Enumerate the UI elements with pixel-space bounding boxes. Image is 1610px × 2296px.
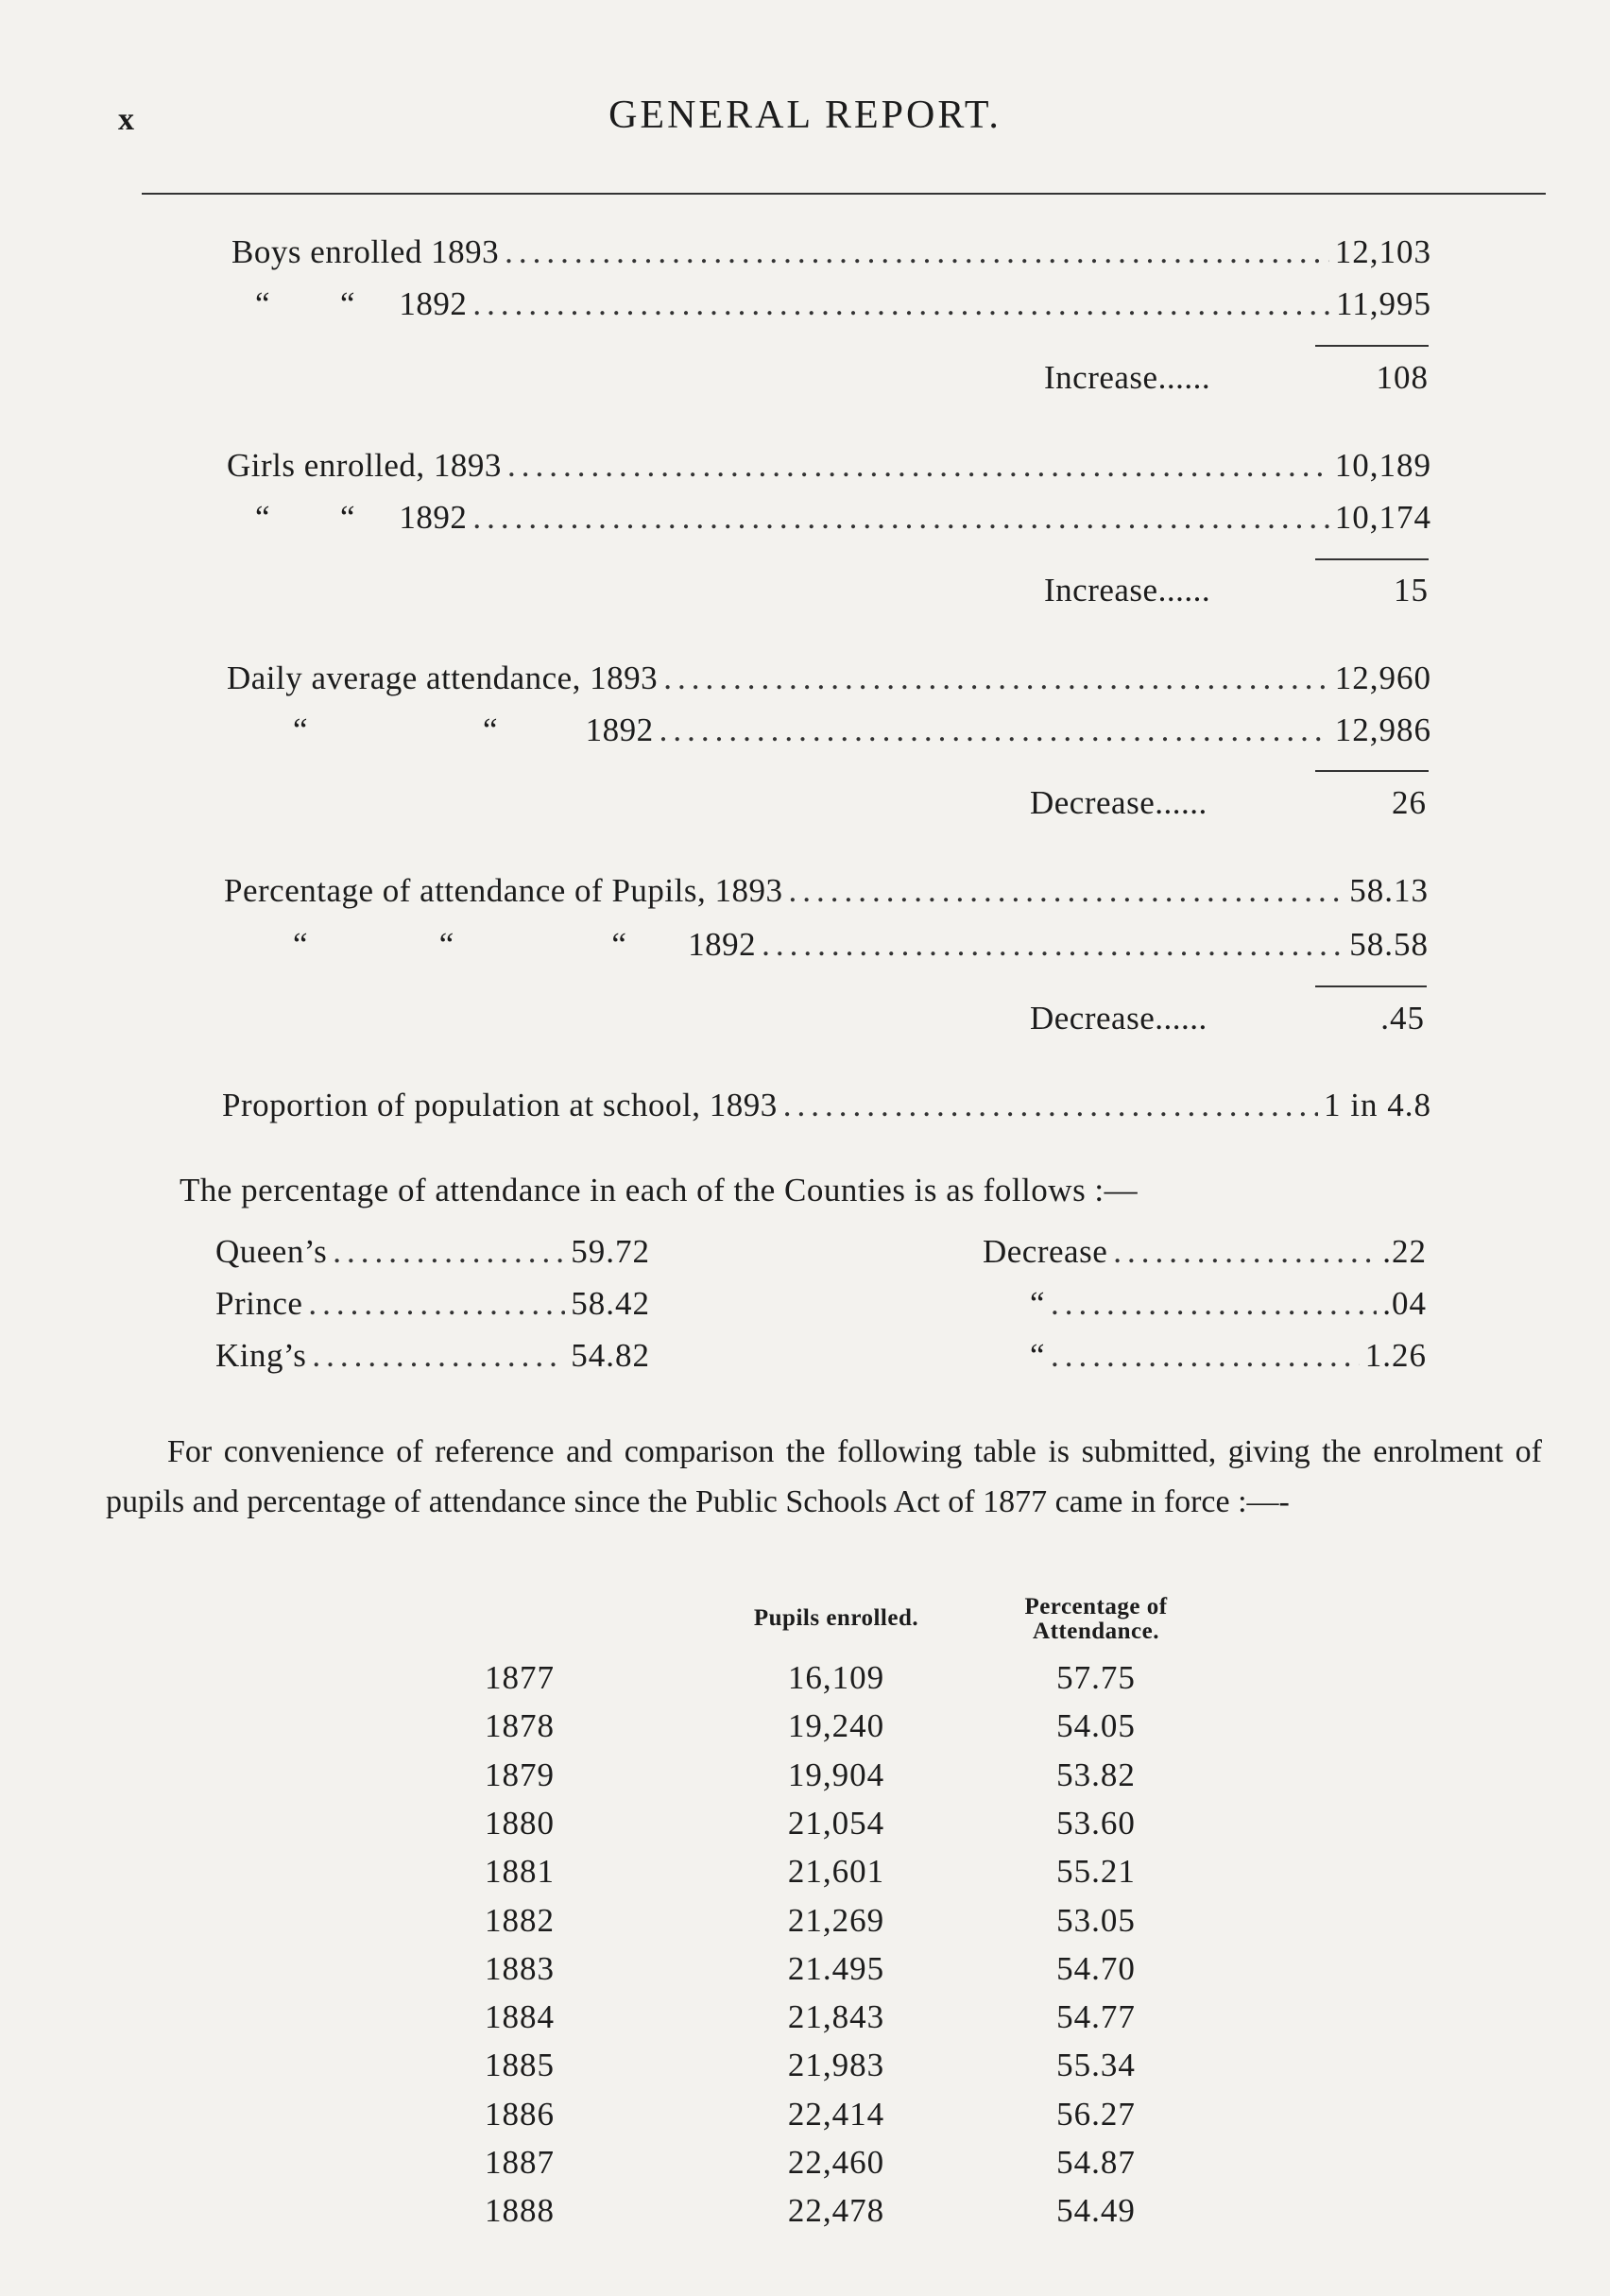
year-cell: 1880 bbox=[485, 1804, 555, 1842]
county-name: King’s bbox=[215, 1337, 307, 1374]
leader-dots bbox=[1051, 1285, 1377, 1323]
leader-dots bbox=[507, 447, 1329, 485]
header-pupils-enrolled: Pupils enrolled. bbox=[753, 1605, 919, 1631]
leader-dots bbox=[333, 1233, 565, 1271]
change-label: Decrease bbox=[983, 1233, 1108, 1270]
year-cell: 1884 bbox=[485, 1998, 555, 2036]
row-label: Percentage of attendance of Pupils, 1893 bbox=[224, 872, 783, 909]
intro-paragraph: For convenience of reference and comparison the following table is submitted, giving the enrolment of pupils and percentage of attendance since the Public Schools Act of 1877 came in force :—- bbox=[106, 1434, 1542, 1519]
row-value: 12,986 bbox=[1334, 711, 1431, 748]
row-label: Boys enrolled 1893 bbox=[231, 233, 500, 270]
year-cell: 1877 bbox=[485, 1659, 555, 1696]
leader-dots bbox=[788, 872, 1344, 910]
percentage-cell: 53.05 bbox=[1056, 1901, 1136, 1939]
row-value: 10,189 bbox=[1334, 447, 1431, 484]
year-cell: 1888 bbox=[485, 2192, 555, 2230]
year-cell: 1879 bbox=[485, 1756, 555, 1793]
row-value: 12,103 bbox=[1334, 233, 1431, 270]
row-value: 12,960 bbox=[1334, 660, 1431, 696]
leader-dots bbox=[663, 660, 1329, 697]
enrolled-cell: 21,983 bbox=[787, 2047, 885, 2084]
girls-1892-row bbox=[255, 499, 1431, 537]
row-value: 26 bbox=[1392, 784, 1427, 821]
county-pct: 58.42 bbox=[571, 1285, 650, 1322]
row-label: “ “ 1892 bbox=[255, 285, 468, 322]
enrolled-cell: 22,460 bbox=[787, 2144, 885, 2181]
county-change-row bbox=[983, 1233, 1427, 1271]
girls-1893-row bbox=[227, 447, 1431, 485]
percentage-cell: 53.82 bbox=[1056, 1756, 1136, 1793]
table-row bbox=[0, 1659, 1610, 1707]
boys-increase-row bbox=[1044, 359, 1429, 397]
leader-dots bbox=[659, 711, 1329, 749]
table-row bbox=[0, 1756, 1610, 1805]
table-row bbox=[0, 2144, 1610, 2192]
proportion-row bbox=[222, 1087, 1431, 1124]
county-pct: 54.82 bbox=[571, 1337, 650, 1374]
enrolled-cell: 21,054 bbox=[787, 1804, 885, 1842]
year-cell: 1881 bbox=[485, 1853, 555, 1891]
enrolled-cell: 19,904 bbox=[787, 1756, 885, 1793]
year-cell: 1885 bbox=[485, 2047, 555, 2084]
county-row bbox=[215, 1337, 650, 1375]
row-value: 10,174 bbox=[1334, 499, 1431, 536]
county-pct: 59.72 bbox=[571, 1233, 650, 1270]
table-row bbox=[0, 1707, 1610, 1756]
leader-dots bbox=[472, 499, 1328, 537]
header-rule bbox=[142, 193, 1546, 195]
leader-dots bbox=[1113, 1233, 1377, 1271]
percentage-cell: 54.70 bbox=[1056, 1949, 1136, 1987]
year-cell: 1883 bbox=[485, 1949, 555, 1987]
percentage-decrease-row bbox=[1030, 1000, 1425, 1037]
boys-1892-row bbox=[255, 285, 1431, 323]
table-row bbox=[0, 1805, 1610, 1853]
row-label: Increase...... bbox=[1044, 572, 1211, 608]
table-row bbox=[0, 1853, 1610, 1901]
enrolled-cell: 16,109 bbox=[787, 1659, 885, 1696]
table-row bbox=[0, 2192, 1610, 2240]
enrolled-cell: 22,478 bbox=[787, 2192, 885, 2230]
percentage-cell: 54.49 bbox=[1056, 2192, 1136, 2230]
page-number: x bbox=[118, 102, 135, 137]
year-cell: 1882 bbox=[485, 1901, 555, 1939]
page-title: GENERAL REPORT. bbox=[608, 94, 1002, 137]
daily-decrease-row bbox=[1030, 784, 1427, 822]
percentage-cell: 55.34 bbox=[1056, 2047, 1136, 2084]
enrolled-cell: 21,601 bbox=[787, 1853, 885, 1891]
table-row bbox=[0, 1950, 1610, 1998]
sum-rule bbox=[1315, 770, 1429, 772]
table-row bbox=[0, 2047, 1610, 2095]
boys-1893-row bbox=[231, 233, 1431, 271]
enrolled-cell: 21,843 bbox=[787, 1998, 885, 2036]
row-label: Decrease...... bbox=[1030, 784, 1208, 821]
county-row bbox=[215, 1285, 650, 1323]
row-label: Daily average attendance, 1893 bbox=[227, 660, 659, 696]
row-label: Decrease...... bbox=[1030, 1000, 1208, 1037]
percentage-1893-row bbox=[224, 872, 1429, 910]
leader-dots bbox=[505, 233, 1329, 271]
percentage-cell: 56.27 bbox=[1056, 2095, 1136, 2133]
county-name: Queen’s bbox=[215, 1233, 328, 1270]
percentage-cell: 54.87 bbox=[1056, 2144, 1136, 2181]
percentage-cell: 53.60 bbox=[1056, 1804, 1136, 1842]
enrolled-cell: 22,414 bbox=[787, 2095, 885, 2133]
leader-dots bbox=[783, 1087, 1318, 1124]
percentage-cell: 54.77 bbox=[1056, 1998, 1136, 2036]
change-label: “ bbox=[1030, 1337, 1046, 1374]
enrolled-cell: 21.495 bbox=[787, 1949, 885, 1987]
daily-1892-row bbox=[293, 711, 1431, 749]
row-label: “ “ “ 1892 bbox=[293, 926, 757, 963]
row-value: 58.13 bbox=[1349, 872, 1429, 909]
counties-intro: The percentage of attendance in each of the Counties is as follows :— bbox=[180, 1172, 1139, 1208]
row-label: “ “ 1892 bbox=[293, 711, 654, 748]
leader-dots bbox=[1051, 1337, 1360, 1375]
sum-rule bbox=[1315, 558, 1429, 560]
change-value: .04 bbox=[1382, 1285, 1427, 1322]
daily-1893-row bbox=[227, 660, 1431, 697]
county-change-row bbox=[1030, 1285, 1427, 1323]
leader-dots bbox=[312, 1337, 565, 1375]
girls-increase-row bbox=[1044, 572, 1429, 609]
percentage-cell: 57.75 bbox=[1056, 1659, 1136, 1696]
table-row bbox=[0, 1998, 1610, 2047]
change-value: 1.26 bbox=[1364, 1337, 1427, 1374]
table-row bbox=[0, 2096, 1610, 2144]
year-cell: 1878 bbox=[485, 1707, 555, 1745]
leader-dots bbox=[472, 285, 1330, 323]
row-value: 15 bbox=[1394, 572, 1429, 608]
year-cell: 1887 bbox=[485, 2144, 555, 2181]
row-value: 11,995 bbox=[1336, 285, 1431, 322]
row-label: Girls enrolled, 1893 bbox=[227, 447, 502, 484]
county-row bbox=[215, 1233, 650, 1271]
year-cell: 1886 bbox=[485, 2095, 555, 2133]
row-label: Proportion of population at school, 1893 bbox=[222, 1087, 778, 1123]
change-label: “ bbox=[1030, 1285, 1046, 1322]
row-value: 58.58 bbox=[1349, 926, 1429, 963]
percentage-cell: 55.21 bbox=[1056, 1853, 1136, 1891]
sum-rule bbox=[1315, 985, 1427, 987]
change-value: .22 bbox=[1382, 1233, 1427, 1270]
county-name: Prince bbox=[215, 1285, 303, 1322]
enrolled-cell: 21,269 bbox=[787, 1901, 885, 1939]
enrolled-cell: 19,240 bbox=[787, 1707, 885, 1745]
row-value: 108 bbox=[1376, 359, 1429, 396]
percentage-cell: 54.05 bbox=[1056, 1707, 1136, 1745]
leader-dots bbox=[762, 926, 1344, 964]
row-value: .45 bbox=[1380, 1000, 1425, 1037]
header-percentage: Percentage of Attendance. bbox=[1024, 1594, 1168, 1644]
row-value: 1 in 4.8 bbox=[1324, 1087, 1431, 1123]
percentage-1892-row bbox=[293, 926, 1429, 964]
table-row bbox=[0, 1902, 1610, 1950]
row-label: “ “ 1892 bbox=[255, 499, 468, 536]
sum-rule bbox=[1315, 345, 1429, 347]
leader-dots bbox=[308, 1285, 565, 1323]
county-change-row bbox=[1030, 1337, 1427, 1375]
row-label: Increase...... bbox=[1044, 359, 1211, 396]
